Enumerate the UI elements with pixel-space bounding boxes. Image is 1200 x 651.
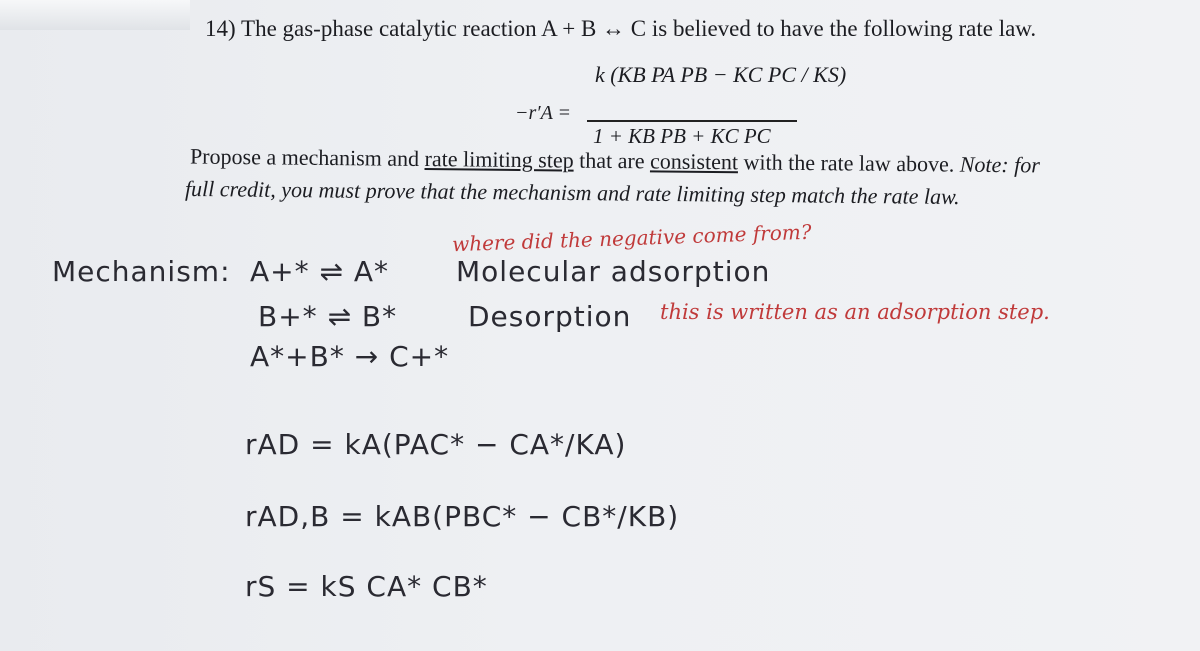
mechanism-step-1-desc: Molecular adsorption [456, 255, 771, 288]
fraction-bar [587, 120, 797, 122]
rate-law-lhs: −r′A = [515, 102, 572, 124]
rate-law-numerator: k (KB PA PB − KC PC / KS) [595, 62, 847, 87]
prompt-text-a: Propose a mechanism and [189, 143, 425, 172]
mechanism-step-2-desc: Desorption [468, 300, 632, 333]
rate-eq-surface: rS = kS CA* CB* [245, 570, 488, 603]
rate-eq-adsorption-a: rAD = kA(PAC* − CA*/KA) [245, 428, 627, 461]
note-adsorption: this is written as an adsorption step. [660, 300, 1050, 324]
prompt-text-b: that are [573, 147, 651, 174]
prompt-note: Note: for [959, 151, 1041, 178]
problem-statement [205, 16, 1036, 42]
prompt-rls: rate limiting step [424, 146, 574, 173]
mechanism-step-3: A*+B* → C+* [250, 340, 450, 373]
note-negative: where did the negative come from? [451, 219, 812, 257]
mechanism-label: Mechanism: [52, 255, 231, 288]
problem-text: The gas-phase catalytic reaction A + B ↔ C is believed to have the following rate law. [241, 16, 1037, 41]
rate-eq-adsorption-b: rAD,B = kAB(PBC* − CB*/KB) [245, 500, 680, 533]
paper-fold [0, 0, 190, 30]
prompt-line-1 [190, 144, 1040, 179]
problem-number: 14) [205, 16, 236, 41]
prompt-consistent: consistent [649, 148, 739, 175]
rate-law-denominator: 1 + KB PB + KC PC [593, 124, 771, 148]
prompt-text-c: with the rate law above. [737, 149, 960, 177]
mechanism-step-1: A+* ⇌ A* [250, 255, 390, 288]
mechanism-step-2: B+* ⇌ B* [258, 300, 398, 333]
prompt-line-2: full credit, you must prove that the mechanism and rate limiting step match the rate law. [184, 175, 960, 210]
